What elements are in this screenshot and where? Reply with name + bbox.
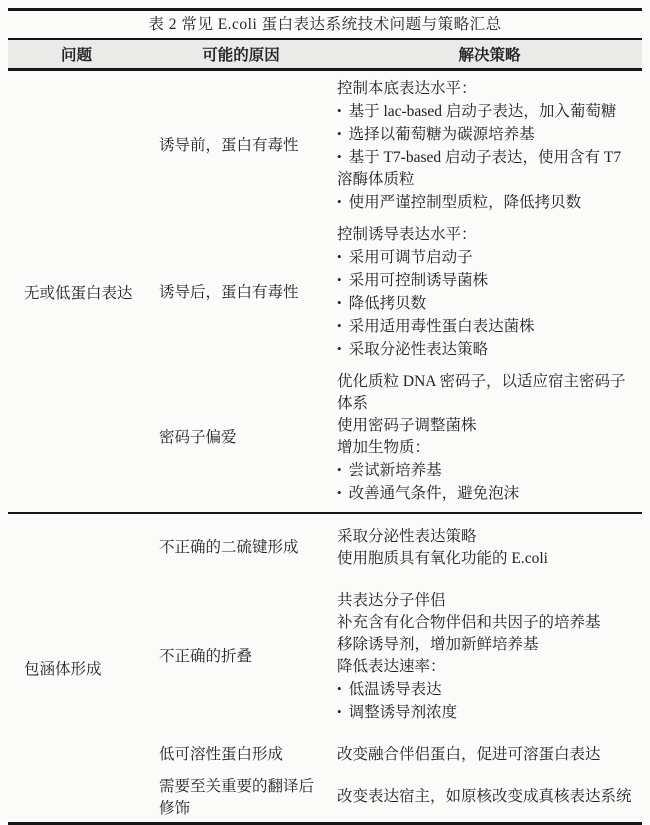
strategy-line xyxy=(337,634,638,656)
table-row xyxy=(145,734,642,776)
strategy-text: 选择以葡萄糖为碳源培养基 xyxy=(348,126,535,143)
strategy-text: 使用严谨控制型质粒，降低拷贝数 xyxy=(348,194,582,211)
strategy-text: 使用密码子调整菌株 xyxy=(337,417,477,434)
strategy-text: 基于 lac-based 启动子表达，加入葡萄糖 xyxy=(348,103,617,120)
table-title: 表 2 常见 E.coli 蛋白表达系统技术问题与策略汇总 xyxy=(8,11,642,40)
strategy-text: 采用可调节启动子 xyxy=(348,249,473,266)
strategy-text: 调整诱导剂浓度 xyxy=(348,704,458,721)
bullet-icon: • xyxy=(337,249,342,264)
bullet-icon: • xyxy=(337,272,342,287)
cause-cell xyxy=(145,734,337,776)
column-header-problem: 问题 xyxy=(60,47,92,64)
strategy-text: 低温诱导表达 xyxy=(348,681,442,698)
strategy-line xyxy=(337,437,638,459)
section-rows xyxy=(145,514,642,822)
strategies-cell xyxy=(337,734,642,776)
strategy-text: 尝试新培养基 xyxy=(348,462,442,479)
problem-label: 包涵体形成 xyxy=(24,661,102,678)
bullet-icon: • xyxy=(337,295,342,310)
strategy-line xyxy=(337,338,638,361)
table-row xyxy=(145,776,642,820)
cause-label: 诱导后，蛋白有毒性 xyxy=(159,283,299,301)
column-header-strategy: 解决策略 xyxy=(458,47,521,64)
strategy-text: 补充含有化合物伴侣和共因子的培养基 xyxy=(337,614,601,631)
strategy-line xyxy=(337,371,638,415)
strategy-line xyxy=(337,612,638,634)
cause-label: 需要至关重要的翻译后修饰 xyxy=(159,778,315,817)
strategies-cell xyxy=(337,366,642,510)
strategy-line xyxy=(337,100,638,123)
strategy-line xyxy=(337,482,638,505)
strategies-cell xyxy=(337,219,642,366)
strategy-line xyxy=(337,415,638,437)
bullet-icon: • xyxy=(337,318,342,333)
cause-cell xyxy=(145,366,337,510)
problem-cell xyxy=(8,71,145,512)
bullet-icon: • xyxy=(337,194,342,209)
strategy-text: 改变表达宿主，如原核改变成真核表达系统 xyxy=(337,788,632,805)
strategy-line xyxy=(337,292,638,315)
strategy-line xyxy=(337,526,638,548)
cause-label: 诱导前，蛋白有毒性 xyxy=(159,137,299,154)
strategy-text: 增加生物质： xyxy=(337,439,431,456)
problems-strategies-table xyxy=(8,8,642,825)
strategy-text: 采用可控制诱导菌株 xyxy=(348,272,489,289)
strategy-line xyxy=(337,191,638,214)
bullet-icon: • xyxy=(337,149,342,164)
strategy-line xyxy=(337,146,638,191)
strategy-text: 采取分泌性表达策略 xyxy=(337,528,477,545)
strategy-text: 改变融合伴侣蛋白，促进可溶蛋白表达 xyxy=(337,746,601,763)
problem-cell xyxy=(8,514,145,822)
cause-label: 低可溶性蛋白形成 xyxy=(159,746,284,763)
cause-label: 密码子偏爱 xyxy=(159,429,237,446)
strategy-line xyxy=(337,744,638,766)
strategy-line xyxy=(337,315,638,338)
bullet-icon: • xyxy=(337,126,342,141)
strategy-text: 共表达分子伴侣 xyxy=(337,592,446,609)
strategy-text: 采用适用毒性蛋白表达菌株 xyxy=(348,318,535,335)
strategy-text: 控制本底表达水平： xyxy=(337,80,477,97)
strategy-line xyxy=(337,78,638,100)
strategy-text: 降低拷贝数 xyxy=(348,295,427,312)
column-header-cause: 可能的原因 xyxy=(202,47,280,64)
bullet-icon: • xyxy=(337,462,342,477)
bullet-icon: • xyxy=(337,704,342,719)
strategy-text: 降低表达速率： xyxy=(337,658,446,675)
table-header-row xyxy=(8,40,642,71)
strategy-text: 优化质粒 DNA 密码子，以适应宿主密码子体系 xyxy=(337,373,626,412)
strategy-line xyxy=(337,590,638,612)
strategy-line xyxy=(337,701,638,724)
strategy-line xyxy=(337,269,638,292)
strategies-cell xyxy=(337,73,642,219)
table-row xyxy=(145,219,642,366)
strategy-text: 使用胞质具有氧化功能的 E.coli xyxy=(337,550,548,567)
bullet-icon: • xyxy=(337,681,342,696)
table-row xyxy=(145,516,642,580)
cause-label: 不正确的二硫键形成 xyxy=(159,539,299,556)
strategy-text: 采取分泌性表达策略 xyxy=(348,341,489,358)
bullet-icon: • xyxy=(337,485,342,500)
strategy-line xyxy=(337,656,638,678)
cause-label: 不正确的折叠 xyxy=(159,648,253,665)
bullet-icon: • xyxy=(337,341,342,356)
strategy-line xyxy=(337,786,638,808)
table-section xyxy=(8,512,642,822)
strategy-line xyxy=(337,123,638,146)
section-rows xyxy=(145,71,642,512)
table-section xyxy=(8,71,642,512)
strategy-line xyxy=(337,678,638,701)
strategy-line xyxy=(337,246,638,269)
strategies-cell xyxy=(337,580,642,734)
strategy-line xyxy=(337,459,638,482)
cause-cell xyxy=(145,580,337,734)
table-row xyxy=(145,73,642,219)
strategy-text: 改善通气条件，避免泡沫 xyxy=(348,485,520,502)
strategy-line xyxy=(337,548,638,570)
cause-cell xyxy=(145,219,337,366)
cause-cell xyxy=(145,73,337,219)
table-body xyxy=(8,71,642,822)
cause-cell xyxy=(145,776,337,820)
bullet-icon: • xyxy=(337,103,342,118)
strategy-text: 移除诱导剂，增加新鲜培养基 xyxy=(337,636,539,653)
table-row xyxy=(145,366,642,510)
strategies-cell xyxy=(337,516,642,580)
table-row xyxy=(145,580,642,734)
strategy-line xyxy=(337,224,638,246)
cause-cell xyxy=(145,516,337,580)
strategy-text: 基于 T7-based 启动子表达，使用含有 T7 溶酶体质粒 xyxy=(337,149,622,188)
strategy-text: 控制诱导表达水平： xyxy=(337,226,477,243)
strategies-cell xyxy=(337,776,642,820)
problem-label: 无或低蛋白表达 xyxy=(24,284,133,302)
